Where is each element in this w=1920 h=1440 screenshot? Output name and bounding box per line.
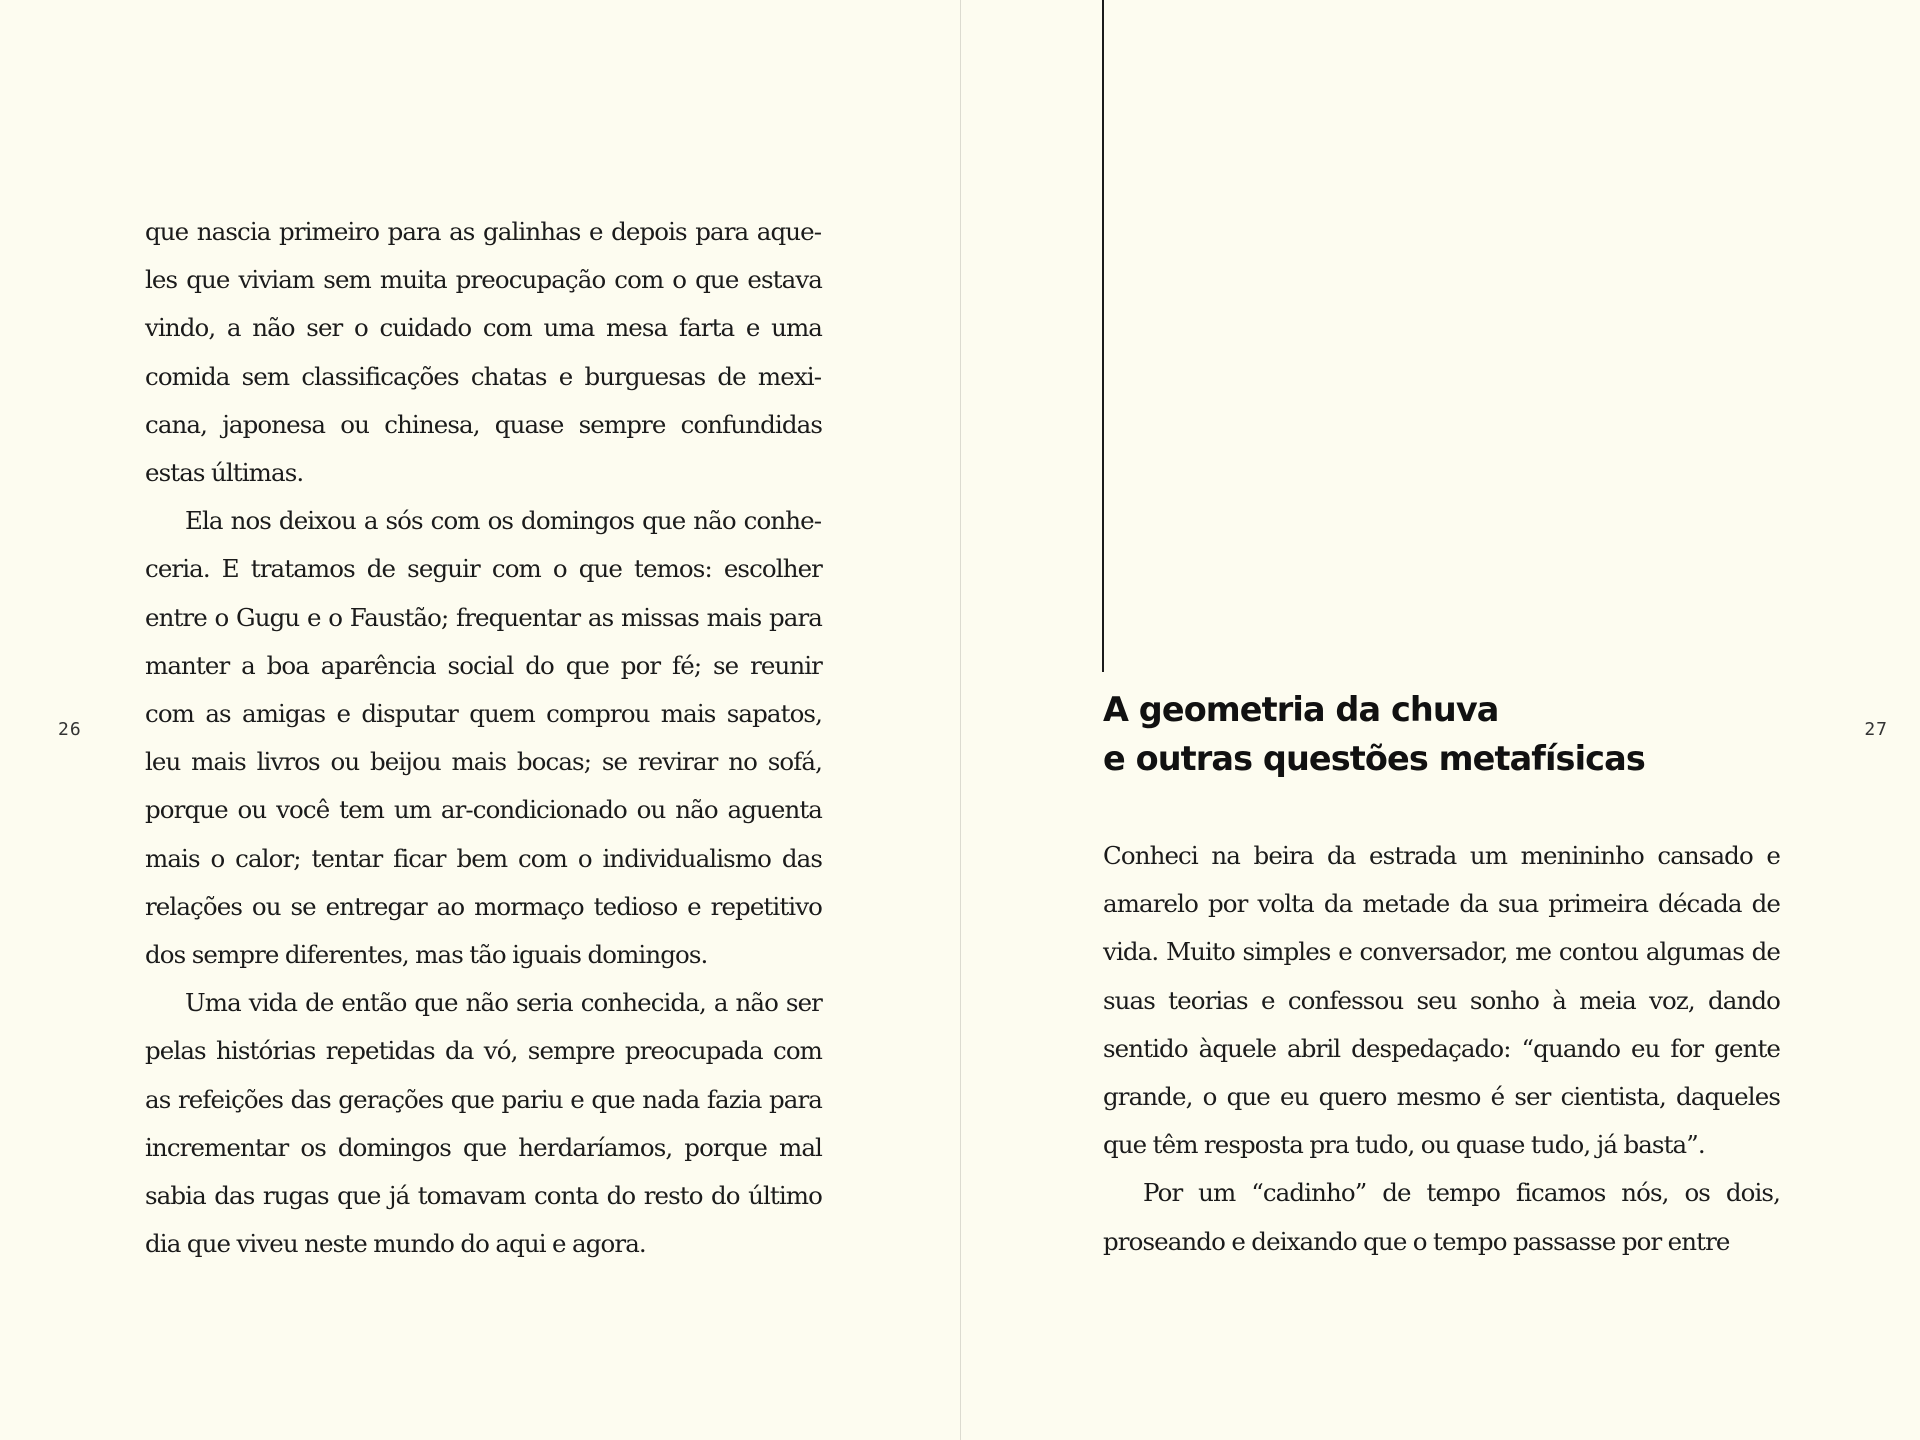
page-number-left: 26 (58, 719, 82, 740)
left-paragraph-2: Ela nos deixou a sós com os domingos que não conheceria. E tratamos de seguir com o que temos: escolher entre o Gugu e o Faustão; frequentar as missas mais para manter a boa aparência social do que por fé; se reunir com as amigas e disputar quem comprou mais sapatos, leu mais livros ou beijou mais bocas; se revirar no sofá, porque ou você tem um ar-condicionado ou não aguenta mais o calor; tentar ficar bem com o individualismo das relações ou se entregar ao mormaço tedioso e repetitivo dos sempre diferentes, mas tão iguais domingos. (145, 506, 822, 970)
right-page (961, 0, 1920, 1440)
left-paragraph-1: que nascia primeiro para as galinhas e depois para aqueles que viviam sem muita preocupação com o que estava vindo, a não ser o cuidado com uma mesa farta e uma comida sem classificações chatas e burguesas de mexicana, japonesa ou chinesa, quase sempre confundidas estas últimas. (145, 217, 822, 488)
right-paragraph-1: Conheci na beira da estrada um menininho cansado e amarelo por volta da metade da sua primeira década de vida. Muito simples e conversador, me contou algumas de suas teorias e confessou seu sonho à meia voz, dando sentido àquele abril despedaçado: “quando eu for gente grande, o que eu quero mesmo é ser cientista, daqueles que têm resposta pra tudo, ou quase tudo, já basta”. (1103, 841, 1780, 1160)
chapter-title-line-1: A geometria da chuva (1103, 690, 1499, 729)
left-page-body (145, 208, 822, 1268)
right-page-body (1103, 832, 1780, 1266)
chapter-title-line-2: e outras questões metafísicas (1103, 739, 1645, 778)
chapter-vertical-rule (1102, 0, 1104, 672)
page-number-right: 27 (1864, 719, 1888, 740)
chapter-title (1103, 685, 1823, 783)
right-paragraph-2: Por um “cadinho” de tempo ficamos nós, os dois, proseando e deixando que o tempo passasse por entre (1103, 1178, 1780, 1256)
left-paragraph-3: Uma vida de então que não seria conhecida, a não ser pelas histórias repetidas da vó, sempre preocupada com as refeições das gerações que pariu e que nada fazia para incrementar os domingos que herdaríamos, porque mal sabia das rugas que já tomavam conta do resto do último dia que viveu neste mundo do aqui e agora. (145, 988, 822, 1259)
